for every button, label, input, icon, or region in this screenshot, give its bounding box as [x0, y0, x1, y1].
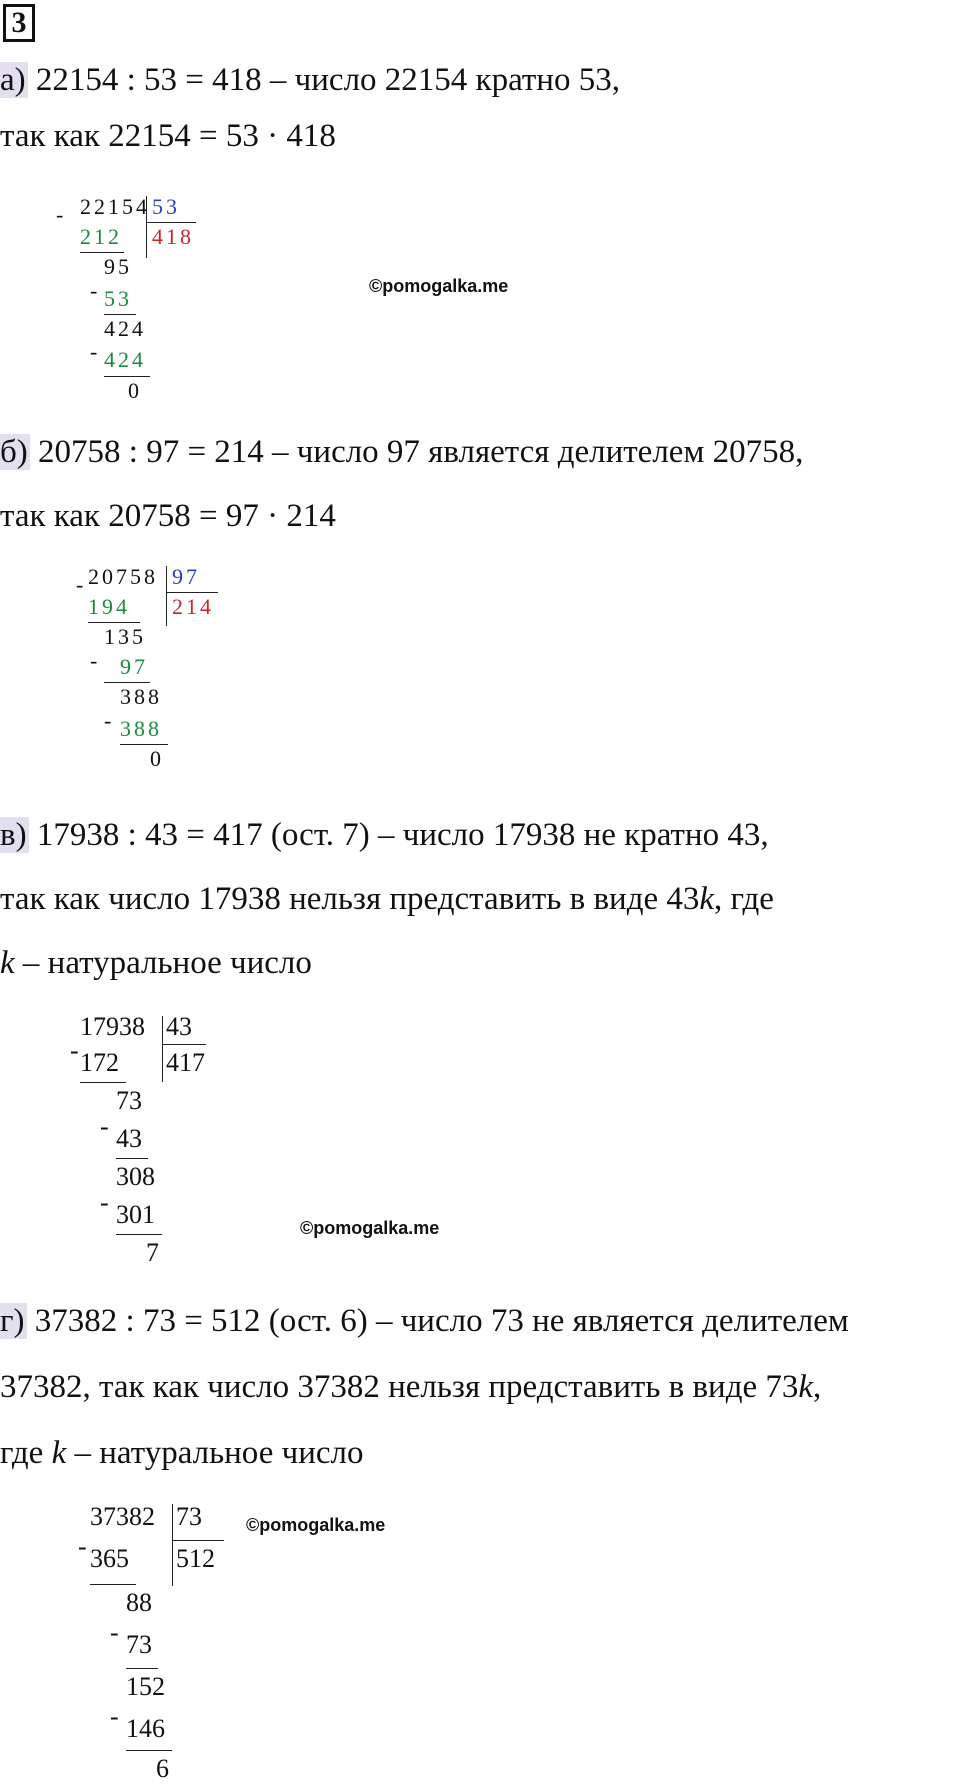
part-a-line-2: так как 22154 = 53 · 418: [0, 118, 336, 154]
part-c-text-1: 17938 : 43 = 417 (ост. 7) – число 17938 не кратно 43,: [36, 817, 769, 853]
subtrahend-2: 97: [120, 654, 148, 679]
part-b-text-1: 20758 : 97 = 214 – число 97 является делителем 20758,: [38, 434, 804, 470]
part-b-line-1: [0, 432, 803, 472]
part-c-line-2: [0, 879, 774, 919]
part-d-text-2: 37382, так как число 37382 нельзя представить в виде 73: [0, 1369, 799, 1405]
quotient: 417: [166, 1048, 205, 1077]
subtrahend-2: 73: [126, 1630, 152, 1659]
variable-k: k: [699, 881, 715, 917]
variable-k: k: [51, 1435, 67, 1471]
part-d-label: г): [0, 1303, 25, 1339]
divisor: 43: [166, 1012, 192, 1041]
part-d-after-k: ,: [813, 1369, 822, 1405]
remainder: 0: [150, 746, 164, 771]
part-a-text-1: 22154 : 53 = 418 – число 22154 кратно 53,: [35, 62, 620, 98]
part-d-line-3: [0, 1433, 363, 1473]
part-c-line-3: [0, 943, 312, 983]
division-b: [58, 566, 258, 786]
minus-sign: -: [70, 1036, 79, 1065]
division-d: [78, 1500, 278, 1790]
subtrahend-3: 301: [116, 1200, 155, 1229]
subtrahend-1: 212: [80, 224, 122, 249]
part-d-text-4: – натуральное число: [66, 1435, 364, 1471]
subtrahend-2: 53: [104, 286, 132, 311]
quotient: 214: [172, 594, 214, 619]
minus-sign: -: [100, 1188, 109, 1217]
part-c-text-2: так как число 17938 нельзя представить в виде 43: [0, 881, 700, 917]
part-c-after-k: , где: [714, 881, 774, 917]
subtrahend-1: 365: [90, 1544, 129, 1573]
partial-1: 73: [116, 1086, 142, 1115]
part-a-line-1: [0, 60, 620, 100]
partial-1: 135: [104, 624, 146, 649]
minus-sign: -: [100, 1112, 109, 1141]
watermark: ©pomogalka.me: [369, 276, 509, 296]
dividend: 37382: [90, 1502, 155, 1531]
partial-2: 152: [126, 1672, 165, 1701]
watermark: ©pomogalka.me: [246, 1515, 386, 1535]
part-d-text-1: 37382 : 73 = 512 (ост. 6) – число 73 не является делителем: [34, 1303, 849, 1339]
part-b-label: б): [0, 434, 28, 470]
division-a: [58, 196, 258, 416]
part-c-text-3: – натуральное число: [22, 945, 312, 981]
part-a-label: а): [0, 62, 26, 98]
variable-k: k: [798, 1369, 814, 1405]
subtrahend-3: 388: [120, 716, 162, 741]
minus-sign: -: [78, 1532, 87, 1561]
part-d-line-2: [0, 1367, 821, 1407]
partial-2: 388: [120, 684, 162, 709]
dividend: 17938: [80, 1012, 145, 1041]
subtrahend-3: 424: [104, 347, 146, 372]
partial-1: 95: [104, 254, 132, 279]
part-c-label: в): [0, 817, 27, 853]
minus-sign: -: [90, 648, 101, 673]
minus-sign: -: [110, 1702, 119, 1731]
divisor: 73: [176, 1502, 202, 1531]
subtrahend-3: 146: [126, 1714, 165, 1743]
minus-sign: -: [90, 339, 101, 364]
partial-2: 424: [104, 316, 146, 341]
dividend: 22154: [80, 194, 150, 219]
remainder: 7: [146, 1238, 159, 1267]
remainder: 0: [128, 378, 142, 403]
part-c-line-1: [0, 815, 769, 855]
minus-sign: -: [56, 202, 67, 227]
variable-k: k: [0, 945, 15, 981]
subtrahend-2: 43: [116, 1124, 142, 1153]
minus-sign: -: [90, 278, 101, 303]
division-c: [70, 1012, 270, 1272]
watermark: ©pomogalka.me: [300, 1218, 440, 1238]
subtrahend-1: 172: [80, 1048, 119, 1077]
partial-2: 308: [116, 1162, 155, 1191]
task-number: 3: [3, 4, 35, 42]
minus-sign: -: [104, 708, 115, 733]
subtrahend-1: 194: [88, 594, 130, 619]
part-d-text-3: где: [0, 1435, 52, 1471]
quotient: 418: [152, 224, 194, 249]
divisor: 97: [172, 564, 200, 589]
dividend: 20758: [88, 564, 158, 589]
part-b-line-2: так как 20758 = 97 · 214: [0, 498, 336, 534]
partial-1: 88: [126, 1588, 152, 1617]
remainder: 6: [156, 1754, 169, 1783]
minus-sign: -: [76, 572, 87, 597]
quotient: 512: [176, 1544, 215, 1573]
minus-sign: -: [110, 1618, 119, 1647]
divisor: 53: [152, 194, 180, 219]
part-d-line-1: [0, 1301, 849, 1341]
